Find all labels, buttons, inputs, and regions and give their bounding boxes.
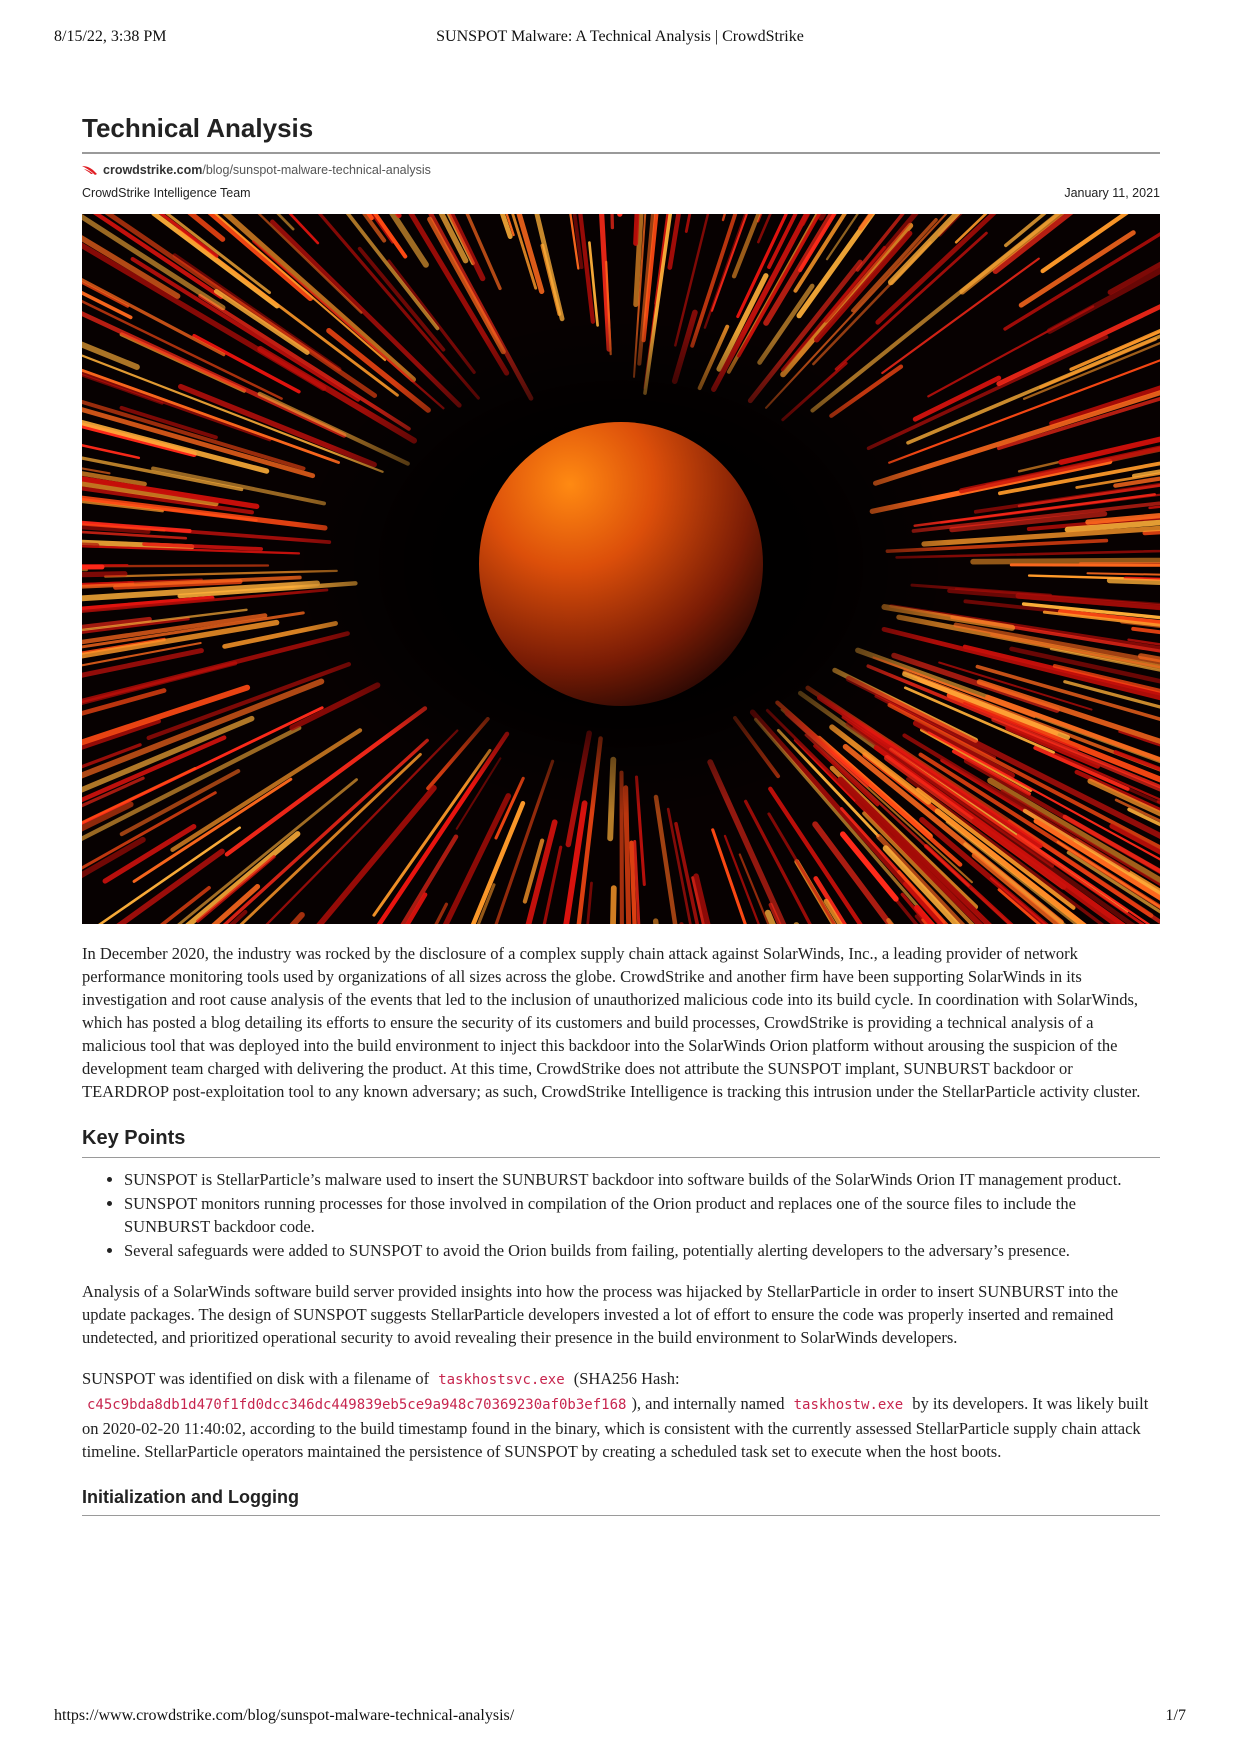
analysis-paragraph: Analysis of a SolarWinds software build server provided insights into how the process was hijacked by StellarParticle in order to insert SUNBURST into the update packages. The design of SUNSPOT suggests StellarParticle developers invested a lot of effort to ensure the code was properly inserted and remained undetected, and prioritized operational security to avoid revealing their presence in the build environment to SolarWinds developers.	[82, 1282, 1119, 1347]
key-point-item: • SUNSPOT is StellarParticle’s malware used to insert the SUNBURST backdoor into software builds of the SolarWinds Orion IT management product.	[124, 1168, 1160, 1191]
page-title: Technical Analysis	[82, 112, 1160, 154]
article	[82, 112, 1160, 1516]
byline	[82, 186, 1160, 204]
page-url: https://www.crowdstrike.com/blog/sunspot-malware-technical-analysis/	[54, 1707, 515, 1724]
print-timestamp: 8/15/22, 3:38 PM	[54, 28, 167, 45]
hero-ray	[1011, 565, 1160, 566]
publish-date: January 11, 2021	[1064, 186, 1160, 200]
internal-name-code: taskhostw.exe	[793, 1397, 904, 1413]
page-number: 1/7	[1165, 1707, 1186, 1724]
hero-ray	[82, 567, 102, 568]
initialization-heading: Initialization and Logging	[82, 1485, 1160, 1516]
hero-sphere	[479, 422, 763, 706]
identified-text-4: by its developers. It was likely built on 2020-02-20 11:40:02, according to the build timestamp found in the binary, which is consistent with the currently assessed StellarParticle supply chain attack timeline. StellarParticle operators maintained the persistence of SUNSPOT by creating a scheduled task set to execute when the host boots.	[82, 1394, 1149, 1461]
source-link[interactable]	[82, 161, 1160, 179]
hero-image	[82, 214, 1160, 924]
crowdstrike-logo-icon	[82, 164, 98, 176]
print-title: SUNSPOT Malware: A Technical Analysis | CrowdStrike	[436, 28, 804, 45]
print-footer	[54, 1707, 1186, 1729]
key-point-item: • Several safeguards were added to SUNSPOT to avoid the Orion builds from failing, potentially alerting developers to the adversary’s presence.	[124, 1239, 1160, 1262]
print-header	[54, 28, 1186, 50]
source-path: /blog/sunspot-malware-technical-analysis	[202, 163, 431, 177]
key-points-list	[82, 1168, 1160, 1262]
identified-text-1: SUNSPOT was identified on disk with a filename of	[82, 1369, 430, 1388]
identified-text-3: ), and internally named	[631, 1394, 785, 1413]
key-point-item: • SUNSPOT monitors running processes for those involved in compilation of the Orion product and replaces one of the source files to include the SUNBURST backdoor code.	[124, 1192, 1160, 1238]
hero-ray	[973, 560, 1160, 562]
author: CrowdStrike Intelligence Team	[82, 186, 251, 200]
intro-paragraph: In December 2020, the industry was rocked by the disclosure of a complex supply chain attack against SolarWinds, Inc., a leading provider of network performance monitoring tools used by organizations of all sizes across the globe. CrowdStrike and another firm have been supporting SolarWinds in its investigation and root cause analysis of the events that led to the inclusion of unauthorized malicious code into its build cycle. In coordination with SolarWinds, which has posted a blog detailing its efforts to ensure the security of its customers and build processes, CrowdStrike is providing a technical analysis of a malicious tool that was deployed into the build environment to inject this backdoor into the SolarWinds Orion platform without arousing the suspicion of the development team charged with delivering the product. At this time, CrowdStrike does not attribute the SUNSPOT implant, SUNBURST backdoor or TEARDROP post-exploitation tool to any known adversary; as such, CrowdStrike Intelligence is tracking this intrusion under the StellarParticle activity cluster.	[82, 944, 1141, 1101]
key-points-heading: Key Points	[82, 1125, 1160, 1158]
sha256-hash-code: c45c9bda8db1d470f1fd0dcc346dc449839eb5ce9a948c70369230af0b3ef168	[87, 1397, 627, 1413]
filename-code: taskhostsvc.exe	[438, 1372, 565, 1388]
source-domain: crowdstrike.com	[103, 163, 203, 177]
identification-paragraph	[82, 1367, 1160, 1463]
identified-text-2: (SHA256 Hash:	[573, 1369, 680, 1388]
